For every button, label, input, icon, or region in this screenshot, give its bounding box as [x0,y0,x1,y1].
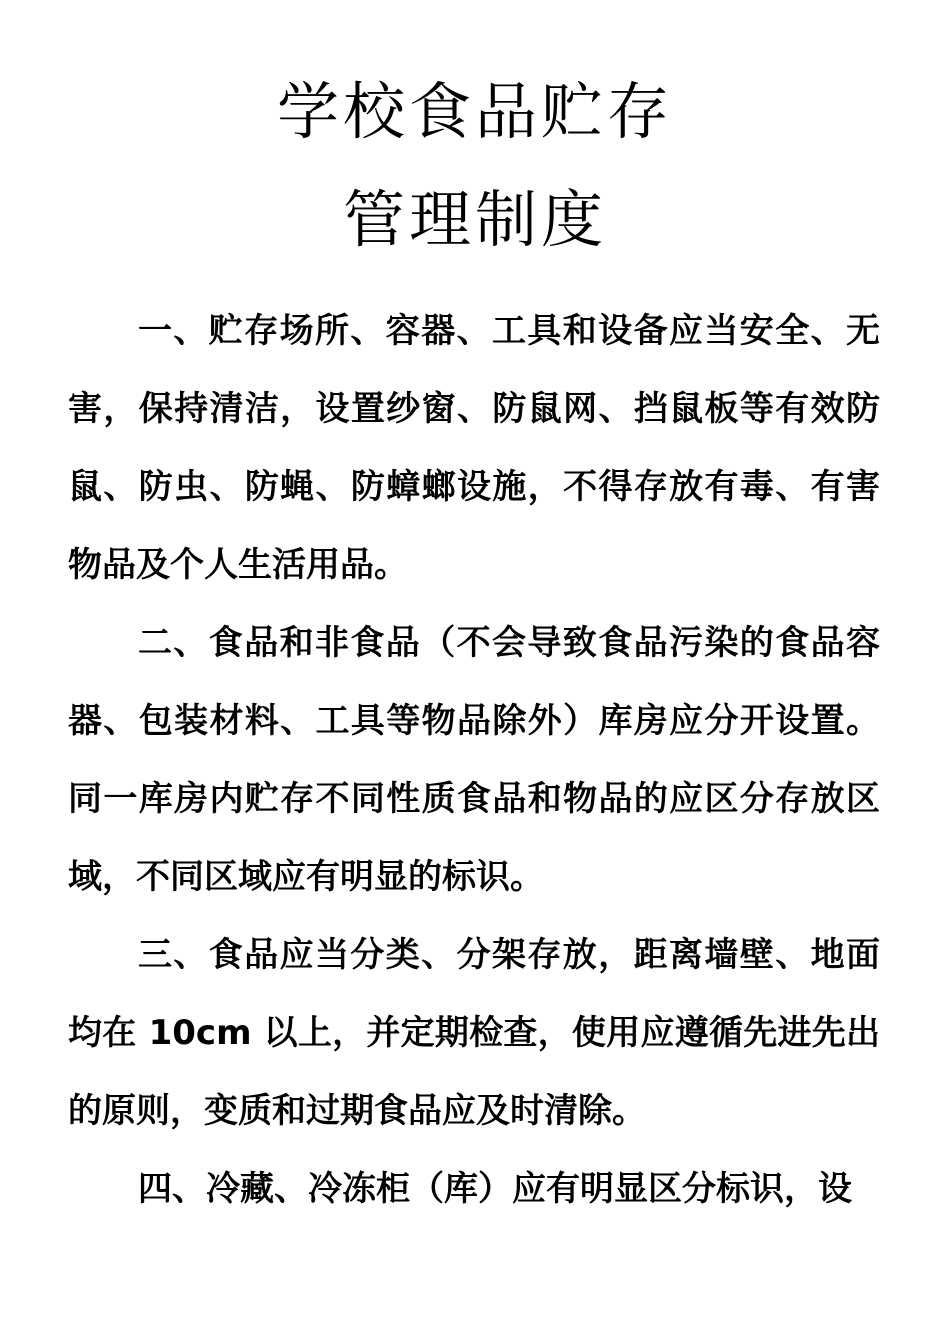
paragraph-1: 一、贮存场所、容器、工具和设备应当安全、无害，保持清洁，设置纱窗、防鼠网、挡鼠板等有效防鼠、防虫、防蝇、防蟑螂设施，不得存放有毒、有害物品及个人生活用品。 [68,311,880,585]
document-body [68,292,880,1228]
paragraph-4: 四、冷藏、冷冻柜（库）应有明显区分标识，设 [138,1169,852,1209]
document-title-line-2: 管理制度 [342,183,607,256]
document-title-line-1: 学校食品贮存 [276,75,673,148]
paragraph-3: 三、食品应当分类、分架存放，距离墙壁、地面均在 10cm 以上，并定期检查，使用应遵循先进先出的原则，变质和过期食品应及时清除。 [68,935,880,1131]
paragraph-2: 二、食品和非食品（不会导致食品污染的食品容器、包装材料、工具等物品除外）库房应分开设置。同一库房内贮存不同性质食品和物品的应区分存放区域，不同区域应有明显的标识。 [68,623,880,897]
